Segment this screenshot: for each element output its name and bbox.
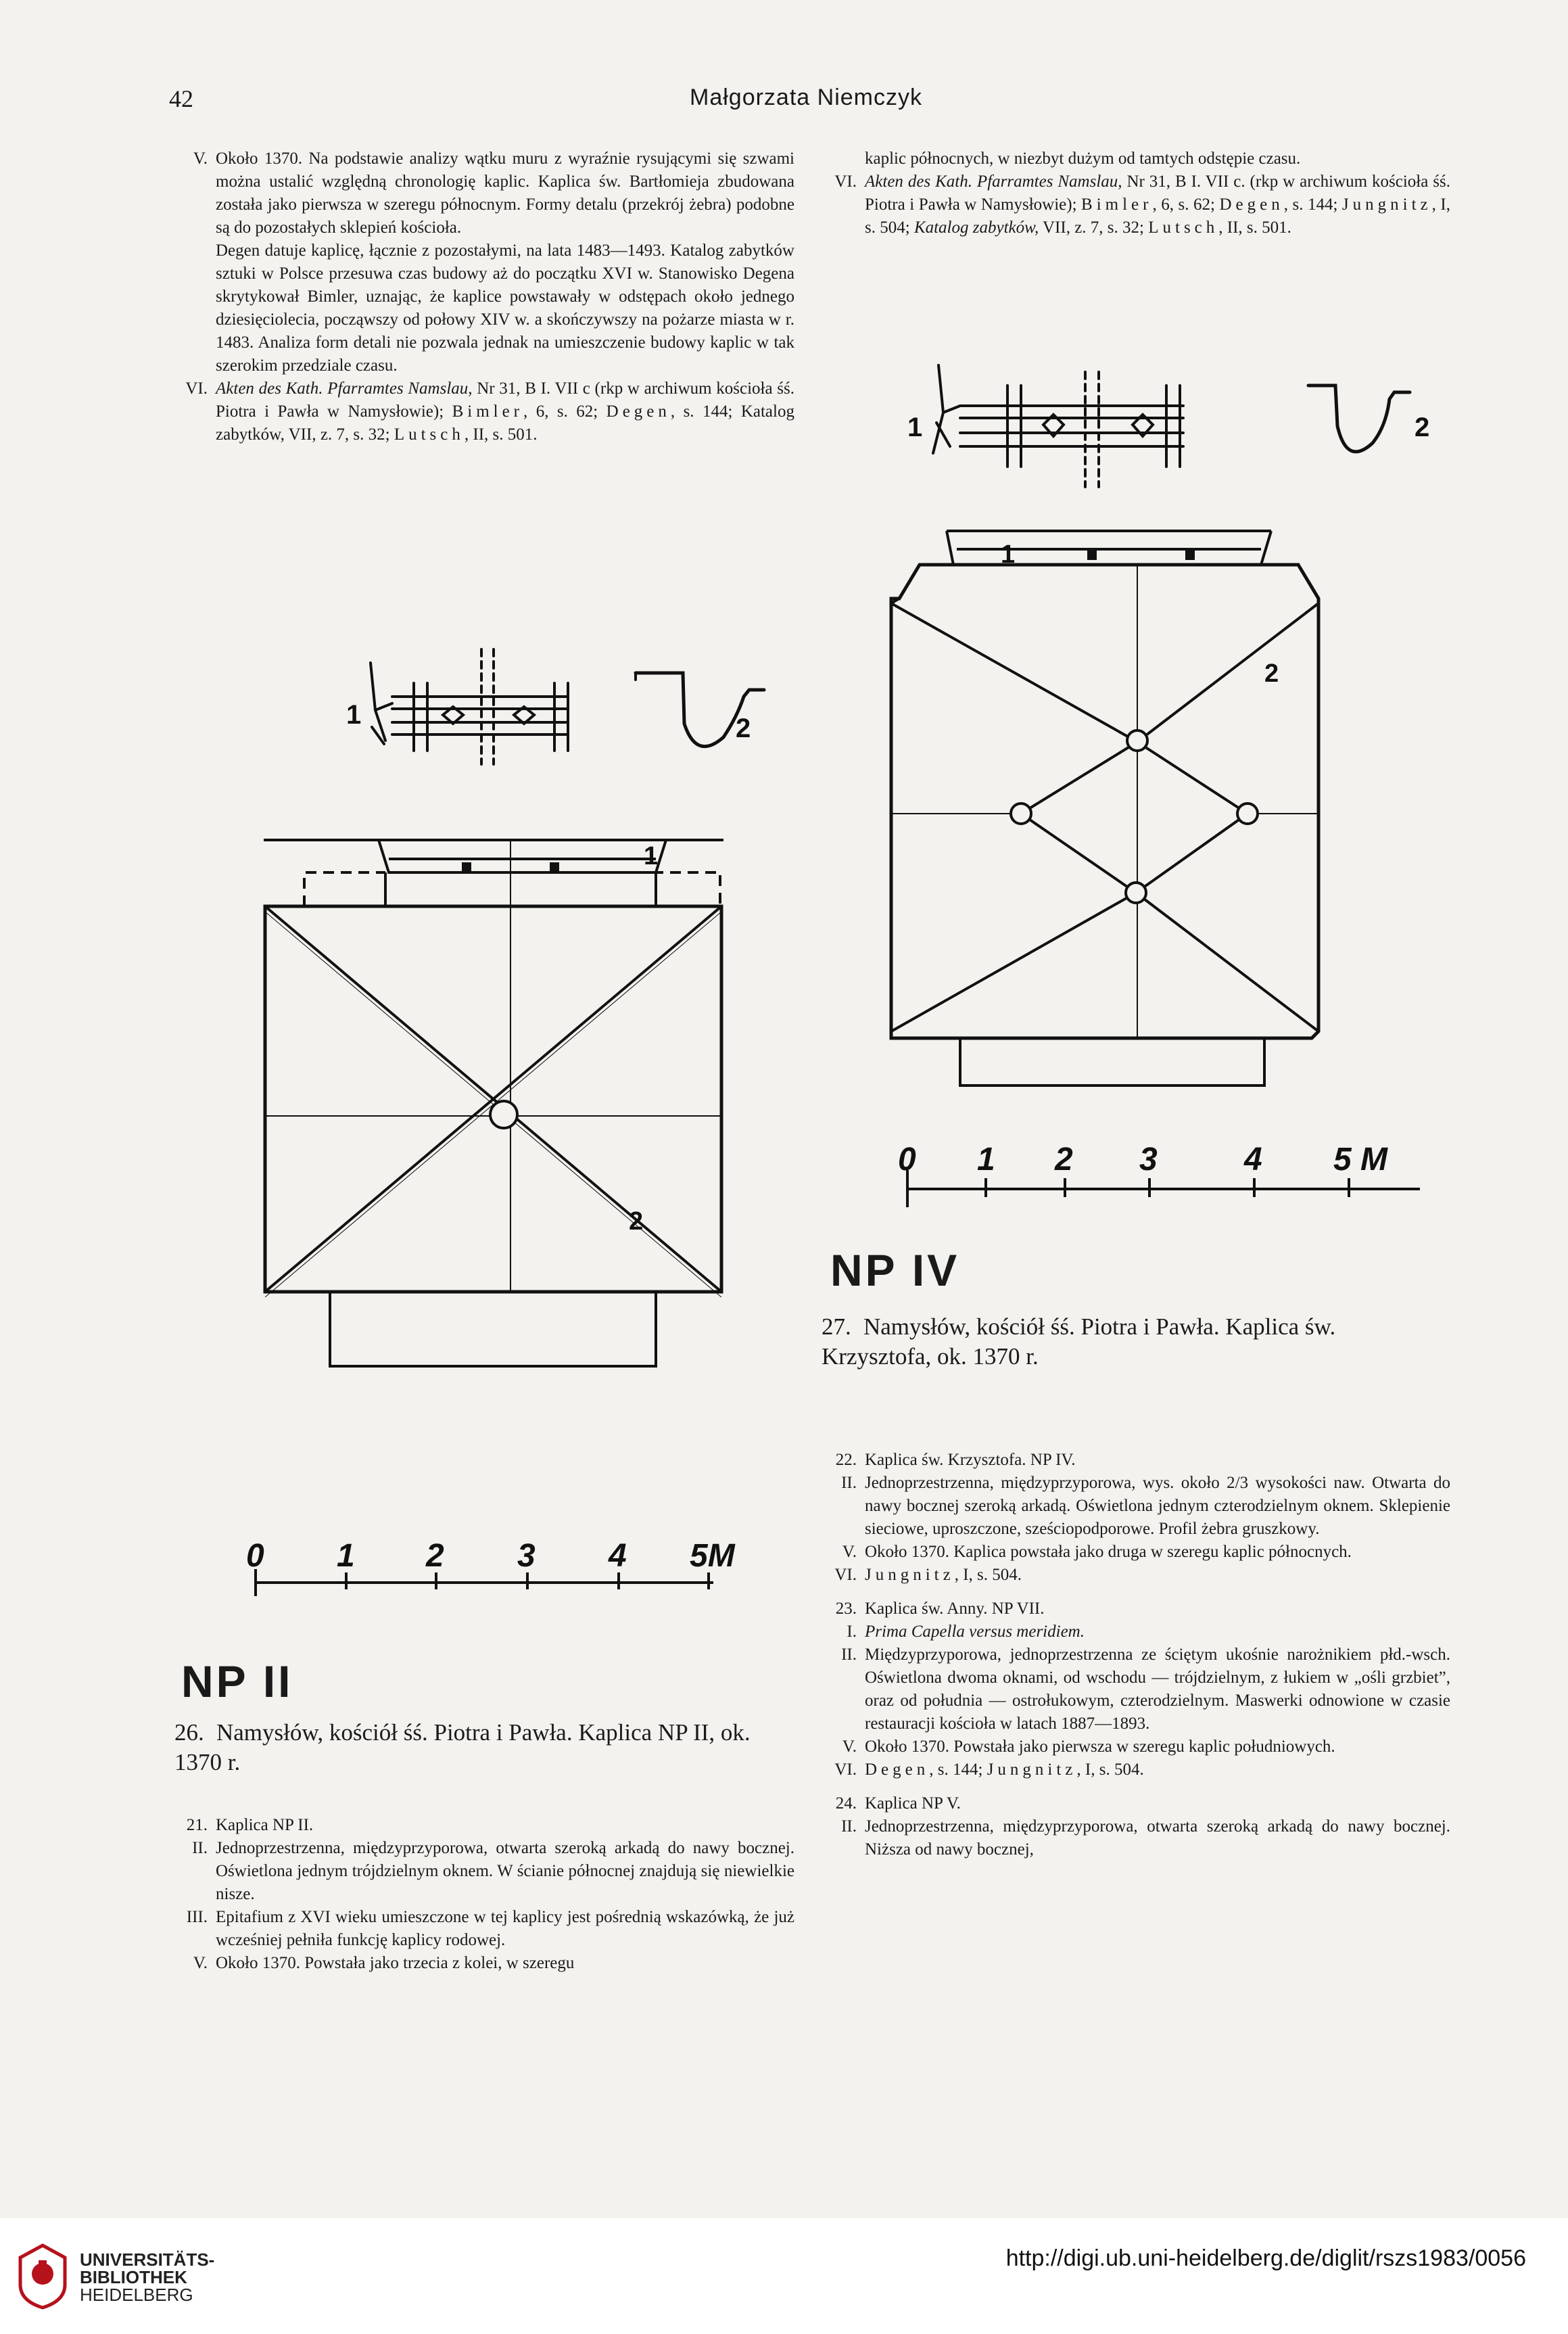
source-text: , I, s. 504. [954,1566,1022,1584]
caption-text: Namysłów, kościół śś. Piotra i Pawła. Kaplica św. Krzysztofa, ok. 1370 r. [822,1313,1336,1370]
section-heading-23 [822,1597,1450,1620]
chapel-np2-drawing [162,622,791,1671]
entry-number: V. [193,1954,208,1972]
page-number: 42 [169,85,193,112]
source-title: Akten des Kath. Pfarramtes Namslau, [865,172,1122,191]
entry-number: II. [841,1817,857,1836]
entry-text [216,377,794,446]
entry-vi-sources [172,377,794,446]
section-heading-22 [822,1449,1450,1472]
entry-number: V. [842,1737,857,1756]
scale-tick-label: 3 [517,1538,536,1574]
chapel-np4-drawing [825,352,1454,1312]
section-marker-2: 2 [736,714,751,743]
caption-number: 27. [822,1313,851,1340]
left-column-lower [172,1814,794,1975]
author-name: Bimler [1081,195,1153,214]
plan-marker-2: 2 [1264,659,1279,688]
entry-number: III. [186,1908,208,1926]
scale-tick-label: 3 [1139,1142,1158,1177]
author-name: Lutsch [1148,218,1219,237]
running-head: Małgorzata Niemczyk [690,85,922,110]
scale-tick-label: 0 [246,1538,264,1574]
entry-text: Około 1370. Kaplica powstała jako druga w szeregu kaplic północnych. [865,1543,1352,1561]
caption-text: Namysłów, kościół śś. Piotra i Pawła. Kaplica NP II, ok. 1370 r. [174,1719,751,1775]
plan-marker-2: 2 [629,1207,644,1236]
entry-number: VI. [185,379,208,398]
entry-ii [822,1815,1450,1861]
source-text: , II, s. 501. [464,425,538,444]
source-title: Katalog zabytków, [913,218,1039,237]
figure-label-np2: NP II [181,1656,293,1706]
source-title: Akten des Kath. Pfarramtes Namslau, [216,379,473,398]
source-text: VII, z. 7, s. 32; [1039,218,1149,237]
scale-tick-label: 1 [977,1142,995,1177]
source-text: , s. 144; [1283,195,1342,214]
library-logo [80,2251,214,2304]
section-marker-2: 2 [1415,413,1430,442]
source-text: , s. 144; Katalog zabytków, VII, z. 7, s. 32; [216,402,794,444]
university-seal-icon [16,2243,69,2310]
scale-tick-label: 2 [1055,1142,1073,1177]
entry-v [172,1952,794,1975]
entry-number: II. [841,1646,857,1664]
library-footer [0,2218,1568,2334]
entry-v [822,1735,1450,1758]
entry-text [865,170,1450,239]
entry-text: Około 1370. Powstała jako trzecia z kolei, w szeregu [216,1954,575,1972]
entry-text: Kaplica NP II. [216,1816,314,1834]
logo-line: UNIVERSITÄTS- [80,2249,215,2270]
entry-text: Jednoprzestrzenna, międzyprzyporowa, otwarta szeroką arkadą do nawy bocznej. Oświetlona jednym trójdzielnym oknem. W ścianie północnej znajdują się niewielkie nisze. [216,1839,794,1903]
source-url-link[interactable]: http://digi.ub.uni-heidelberg.de/diglit/rszs1983/0056 [1005,2245,1526,2271]
source-text: Nr 31, B I. VII c. (rkp w archiwum kościoła śś. Piotra i Pawła w Namysłowie); [865,172,1450,214]
entry-text: Około 1370. Powstała jako pierwsza w szeregu kaplic południowych. [865,1737,1335,1756]
logo-line: HEIDELBERG [80,2285,193,2305]
entry-text: kaplic północnych, w niezbyt dużym od tamtych odstępie czasu. [865,149,1301,168]
entry-text: Międzyprzyporowa, jednoprzestrzenna ze ściętym ukośnie narożnikiem płd.-wsch. Oświetlona dwoma oknami, od wschodu — trójdzielnym, z łukiem w „ośli grzbiet”, oraz od południa — ostrołukowym, czterodzielnym. Maswerki odnowione w czasie restauracji kościoła w latach 1887—1893. [865,1646,1450,1733]
entry-number: V. [842,1543,857,1561]
entry-number: 21. [186,1816,208,1834]
source-text: Nr 31, B I. VII c (rkp w archiwum kościoła śś. Piotra i Pawła w Namysłowie); [216,379,794,421]
plan-marker-1: 1 [644,842,659,870]
entry-text: Degen datuje kaplicę, łącznie z pozostałymi, na lata 1483—1493. Katalog zabytków sztuki w Polsce przesuwa czas budowy aż do początku XVI w. Stanowisko Degena skrytykował Bimler, uznając, że kaplice powstawały w odstępach około jednego dziesięciolecia, począwszy od połowy XIV w. a skończywszy na pożarze miasta w r. 1483. Analiza form detali nie pozwala jednak na umieszczenie budowy kaplic w tak szerokim przedziale czasu. [216,241,794,375]
entry-text: Kaplica NP V. [865,1794,961,1813]
section-marker-1: 1 [346,700,362,730]
right-column-lower [822,1449,1450,1861]
author-name: Jungnitz [987,1760,1077,1779]
entry-text: Około 1370. Na podstawie analizy wątku muru z wyraźnie rysującymi się szwami można ustalić względną chronologię kaplic. Kaplica św. Bartłomieja zbudowana została jako pierwsza w szeregu północnym. Formy detalu (przekrój żebra) podobne są do pozostałych sklepień kościoła. [216,149,794,237]
continuation-text [822,147,1450,170]
entry-text [865,1564,1450,1587]
source-text: , 6, s. 62; [523,402,607,421]
entry-vi-sources [822,170,1450,239]
section-heading-21 [172,1814,794,1837]
author-name: Degen [606,402,671,421]
entry-text: Jednoprzestrzenna, międzyprzyporowa, otwarta szeroką arkadą do nawy bocznej. Niższa od nawy bocznej, [865,1817,1450,1859]
entry-number: II. [192,1839,208,1857]
author-name: Degen [1219,195,1284,214]
figure-caption-26 [174,1718,797,1777]
author-name: Degen [865,1760,930,1779]
source-text: , 6, s. 62; [1152,195,1220,214]
entry-text: Prima Capella versus meridiem. [865,1623,1085,1641]
entry-vi [822,1564,1450,1587]
right-column [822,147,1450,239]
entry-number: 23. [835,1600,857,1618]
source-text: , II, s. 501. [1218,218,1291,237]
scale-tick-label: 4 [1244,1142,1262,1177]
author-name: Bimler [452,402,524,421]
source-text: , I, s. 504. [1076,1760,1144,1779]
entry-vi [822,1758,1450,1781]
scale-tick-label: 1 [337,1538,355,1574]
left-column [172,147,794,446]
source-text: , s. 144; [929,1760,987,1779]
scale-tick-label: 5M [690,1538,735,1574]
entry-text: Jednoprzestrzenna, międzyprzyporowa, wys. około 2/3 wysokości naw. Otwarta do nawy bocznej szeroką arkadą. Oświetlona jednym czterodzielnym oknem. Sklepienie sieciowe, uproszczone, sześciopodporowe. Profil żebra gruszkowy. [865,1474,1450,1538]
entry-number: V. [193,149,208,168]
plan-marker-1: 1 [1001,540,1016,569]
entry-number: VI. [834,1760,857,1779]
entry-text: Kaplica św. Krzysztofa. NP IV. [865,1451,1076,1469]
author-name: Jungnitz [865,1566,955,1584]
source-text: , I, s. 504; [865,195,1450,237]
scale-tick-label: 5 M [1333,1142,1388,1177]
entry-number: 22. [835,1451,857,1469]
scale-tick-label: 2 [426,1538,444,1574]
entry-iii [172,1906,794,1952]
entry-number: 24. [835,1794,857,1813]
entry-ii [172,1837,794,1906]
section-marker-1: 1 [907,413,923,442]
entry-number: II. [841,1474,857,1492]
scale-tick-label: 0 [898,1142,916,1177]
entry-number: VI. [834,1566,857,1584]
entry-text: Kaplica św. Anny. NP VII. [865,1600,1045,1618]
author-name: Lutsch [394,425,465,444]
section-heading-24 [822,1792,1450,1815]
author-name: Jungnitz [1341,195,1432,214]
entry-text [865,1758,1450,1781]
figure-caption-27 [822,1312,1450,1372]
entry-v [822,1541,1450,1564]
entry-ii [822,1472,1450,1541]
entry-v [172,147,794,239]
entry-text: Epitafium z XVI wieku umieszczone w tej kaplicy jest pośrednią wskazówką, że już wcześniej pełniła funkcję kaplicy rodowej. [216,1908,794,1949]
entry-i [822,1620,1450,1643]
entry-ii [822,1643,1450,1735]
entry-paragraph [172,239,794,377]
entry-number: VI. [834,172,857,191]
figure-label-np4: NP IV [830,1245,960,1295]
entry-number: I. [847,1623,857,1641]
logo-line: BIBLIOTHEK [80,2267,187,2287]
caption-number: 26. [174,1719,204,1746]
scale-tick-label: 4 [609,1538,627,1574]
